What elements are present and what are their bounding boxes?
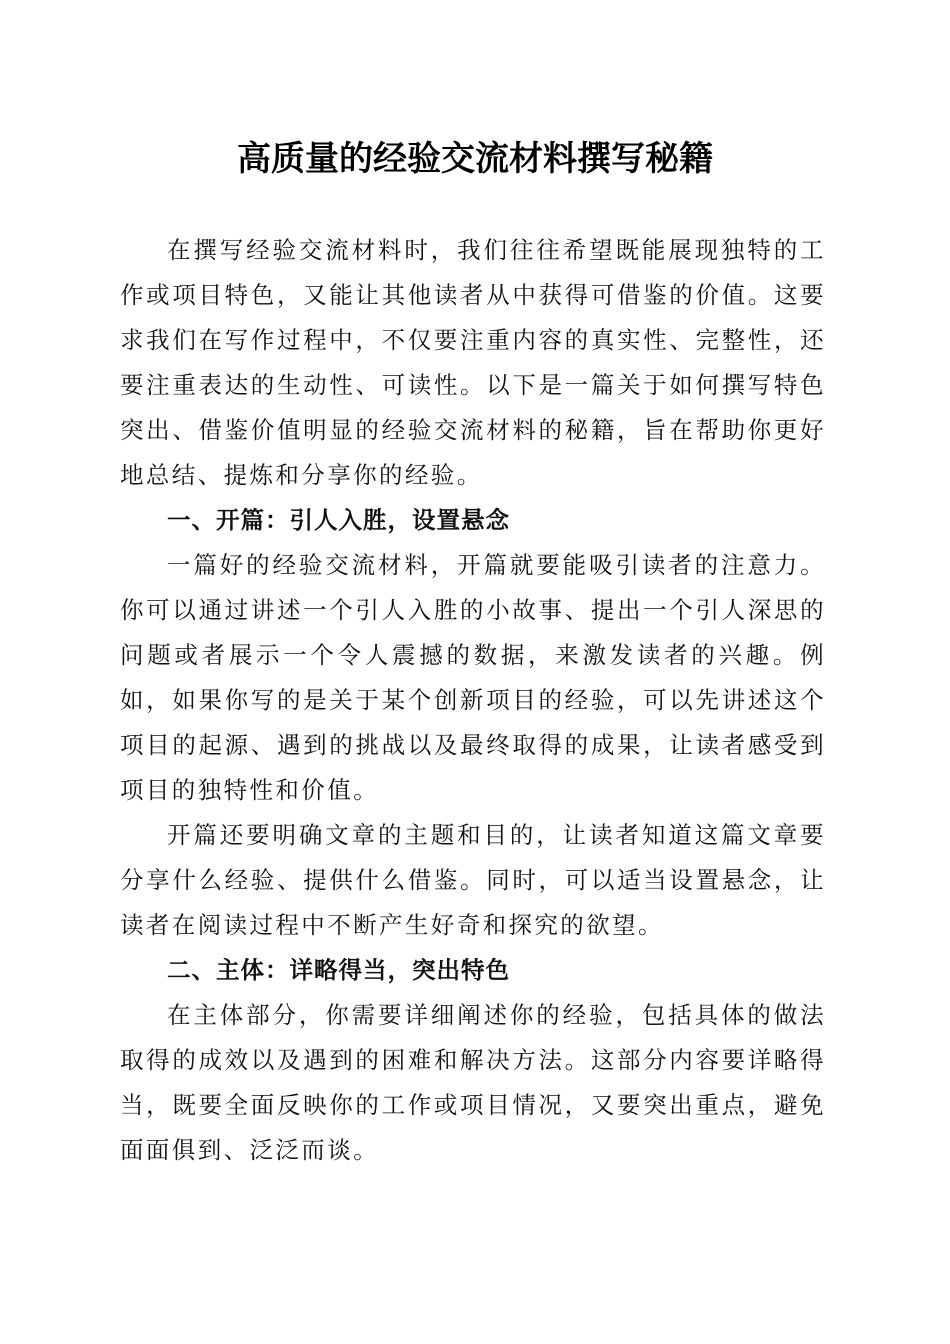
- document-title: 高质量的经验交流材料撰写秘籍: [237, 139, 713, 179]
- body-paragraph: 开篇还要明确文章的主题和目的，让读者知道这篇文章要分享什么经验、提供什么借鉴。同时，可以适当设置悬念，让读者在阅读过程中不断产生好奇和探究的欲望。: [120, 821, 826, 939]
- document-body: [120, 228, 826, 1173]
- section-heading-main: 二、主体：详略得当，突出特色: [167, 956, 510, 984]
- body-paragraph: 在主体部分，你需要详细阐述你的经验，包括具体的做法取得的成效以及遇到的困难和解决方法。这部分内容要详略得当，既要全面反映你的工作或项目情况，又要突出重点，避免面面俱到、泛泛而谈。: [120, 1001, 826, 1164]
- section-heading-opening: 一、开篇：引人入胜，设置悬念: [167, 506, 510, 534]
- intro-paragraph: 在撰写经验交流材料时，我们往往希望既能展现独特的工作或项目特色，又能让其他读者从中获得可借鉴的价值。这要求我们在写作过程中，不仅要注重内容的真实性、完整性，还要注重表达的生动性、可读性。以下是一篇关于如何撰写特色突出、借鉴价值明显的经验交流材料的秘籍，旨在帮助你更好地总结、提炼和分享你的经验。: [120, 236, 826, 489]
- body-paragraph: 一篇好的经验交流材料，开篇就要能吸引读者的注意力。你可以通过讲述一个引人入胜的小故事、提出一个引人深思的问题或者展示一个令人震撼的数据，来激发读者的兴趣。例如，如果你写的是关于某个创新项目的经验，可以先讲述这个项目的起源、遇到的挑战以及最终取得的成果，让读者感受到项目的独特性和价值。: [120, 551, 826, 804]
